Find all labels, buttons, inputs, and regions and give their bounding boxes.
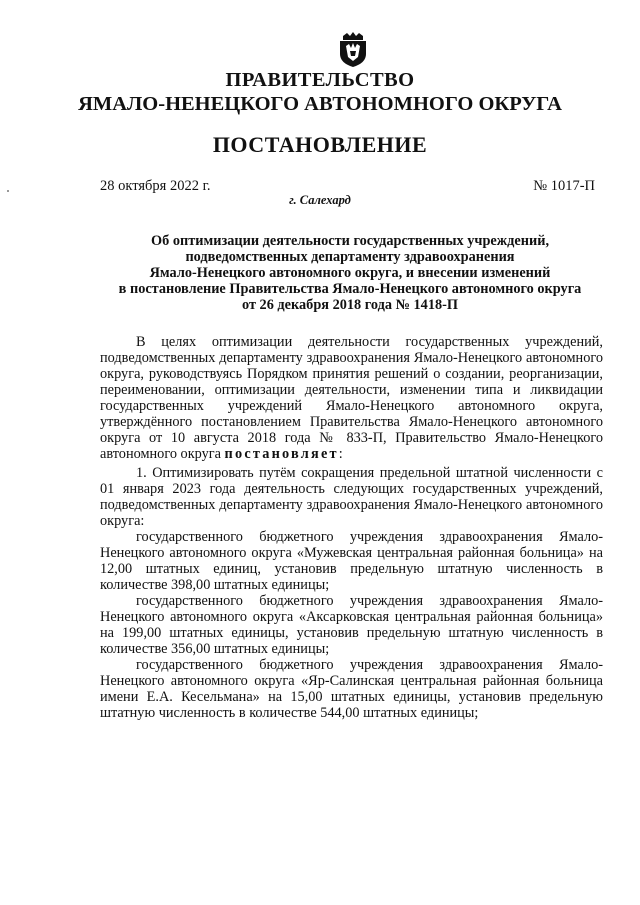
item-1-entry: государственного бюджетного учреждения здравоохранения Ямало-Ненецкого автономного округа «Аксарковская центральная районная больница» на 199,00 штатных единицы, установив предельную штатную численность в количестве 356,00 штатных единицы; bbox=[100, 593, 603, 657]
document-type: ПОСТАНОВЛЕНИЕ bbox=[212, 132, 428, 157]
preamble bbox=[100, 334, 603, 462]
document-title bbox=[100, 233, 600, 313]
title-line: Об оптимизации деятельности государственных учреждений, bbox=[150, 233, 550, 249]
document-date: 28 октября 2022 г. bbox=[100, 178, 211, 194]
preamble-paragraph bbox=[100, 334, 603, 462]
preamble-text: В целях оптимизации деятельности государственных учреждений, подведомственных департаменту здравоохранения Ямало-Ненецкого автономного округа, руководствуясь Порядком принятия решений о создании, реорганизации, переименовании, оптимизации деятельности, изменении типа и ликвидации государственных учреждений Ямало-Ненецкого автономного округа, утверждённого постановлением Правительства Ямало-Ненецкого автономного округа от 10 августа 2018 года № 833-П, Правительство Ямало-Ненецкого автономного округа bbox=[100, 334, 603, 462]
government-title-line1: ПРАВИТЕЛЬСТВО bbox=[225, 69, 415, 91]
document-number: № 1017-П bbox=[533, 178, 595, 194]
coat-of-arms-icon bbox=[337, 30, 369, 68]
resolution-verb: постановляет bbox=[224, 446, 339, 462]
title-line: от 26 декабря 2018 года № 1418-П bbox=[242, 297, 458, 313]
title-line: подведомственных департаменту здравоохранения bbox=[185, 249, 515, 265]
document-city: г. Салехард bbox=[289, 193, 351, 207]
government-title-line2: ЯМАЛО-НЕНЕЦКОГО АВТОНОМНОГО ОКРУГА bbox=[78, 93, 562, 115]
item-1-entry: государственного бюджетного учреждения здравоохранения Ямало-Ненецкого автономного округа «Яр-Салинская центральная районная больница имени Е.А. Кесельмана» на 15,00 штатных единицы, установив предельную штатную численность в количестве 544,00 штатных единицы; bbox=[100, 657, 603, 721]
title-line: в постановление Правительства Ямало-Ненецкого автономного округа bbox=[118, 281, 582, 297]
item-1-entry: государственного бюджетного учреждения здравоохранения Ямало-Ненецкого автономного округа «Мужевская центральная районная больница» на 12,00 штатных единиц, установив предельную штатную численность в количестве 398,00 штатных единицы; bbox=[100, 529, 603, 593]
item-1-intro: 1. Оптимизировать путём сокращения предельной штатной численности с 01 января 2023 года деятельность следующих государственных учреждений, подведомственных департаменту здравоохранения Ямало-Ненецкого автономного округа: bbox=[100, 465, 603, 529]
item-1 bbox=[100, 465, 603, 721]
title-line: Ямало-Ненецкого автономного округа, и внесении изменений bbox=[149, 265, 551, 281]
scan-mark bbox=[7, 190, 9, 192]
preamble-colon: : bbox=[338, 446, 343, 462]
